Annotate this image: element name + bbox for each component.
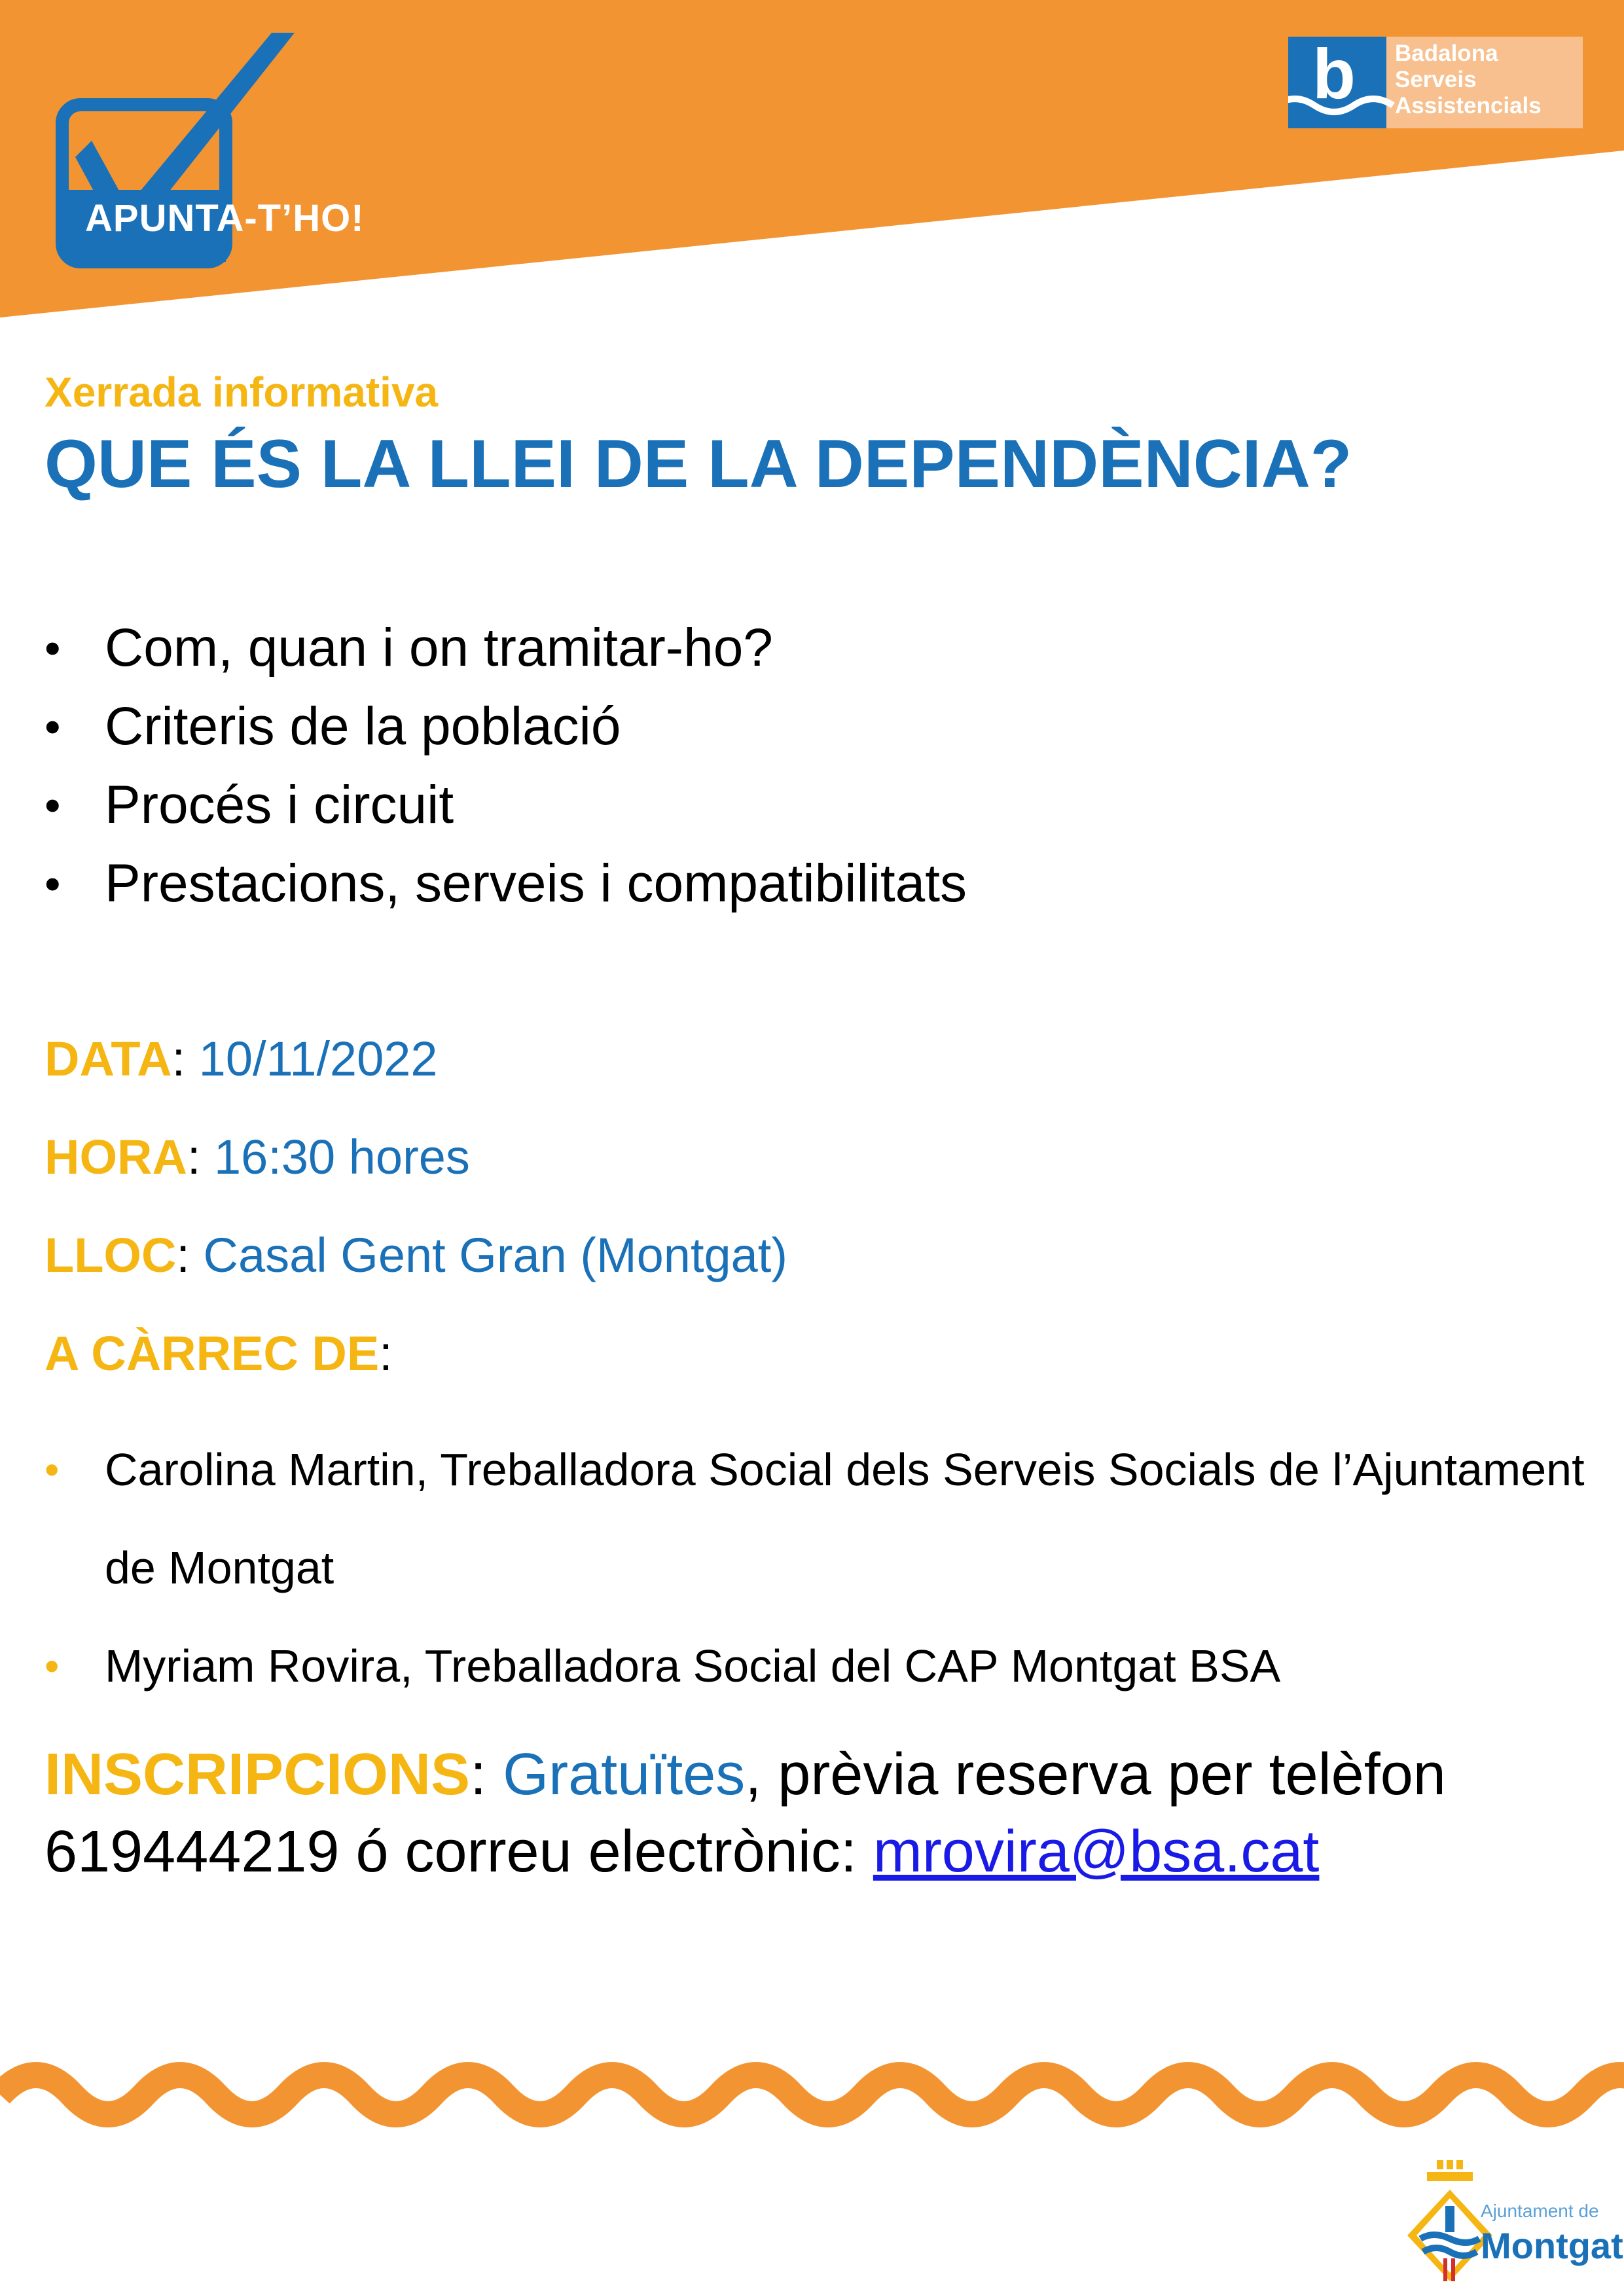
bullet-icon: •: [45, 701, 61, 752]
bullet-icon: •: [45, 623, 61, 674]
time-line: HORA: 16:30 hores: [45, 1130, 470, 1184]
date-value: 10/11/2022: [198, 1032, 438, 1086]
bullet-icon: •: [45, 1446, 60, 1493]
registration-free: Gratuïtes: [503, 1742, 746, 1807]
speaker-text: Myriam Rovira, Treballadora Social del CAP Montgat BSA: [105, 1640, 1281, 1691]
bsa-logo-letter: b: [1312, 34, 1356, 113]
place-line: LLOC: Casal Gent Gran (Montgat): [45, 1228, 788, 1282]
list-item: [39, 766, 967, 844]
montgat-logo-big-text: Montgat: [1481, 2225, 1623, 2266]
bsa-logo-line: Serveis: [1395, 67, 1477, 92]
topics-list: [39, 609, 967, 923]
event-title: QUE ÉS LA LLEI DE LA DEPENDÈNCIA?: [45, 426, 1352, 502]
bsa-logo-text: [1395, 41, 1578, 119]
list-item: [39, 844, 967, 923]
place-value: Casal Gent Gran (Montgat): [203, 1228, 788, 1282]
topic-text: Criteris de la població: [105, 696, 621, 756]
list-item: [39, 1617, 1610, 1715]
registration-text: , prèvia reserva per telèfon 619444219 ó correu electrònic:: [45, 1742, 1446, 1885]
speakers-label: A CÀRREC DE: [45, 1326, 380, 1381]
date-label: DATA: [45, 1032, 172, 1086]
topic-text: Com, quan i on tramitar-ho?: [105, 618, 773, 678]
registration-label: INSCRIPCIONS: [45, 1742, 471, 1807]
topic-text: Prestacions, serveis i compatibilitats: [105, 854, 967, 913]
bsa-logo-line: Badalona: [1395, 41, 1498, 66]
time-label: HORA: [45, 1130, 187, 1184]
bullet-icon: •: [45, 1642, 60, 1690]
place-label: LLOC: [45, 1228, 177, 1282]
bullet-icon: •: [45, 780, 61, 831]
bsa-logo-line: Assistencials: [1395, 93, 1542, 118]
topic-text: Procés i circuit: [105, 775, 454, 835]
bullet-icon: •: [45, 858, 61, 909]
list-item: [39, 1420, 1610, 1617]
speakers-list: [39, 1420, 1610, 1715]
registration-block: INSCRIPCIONS: Gratuïtes, prèvia reserva per telèfon 619444219 ó correu electrònic: mrovira@bsa.cat: [45, 1742, 1446, 1885]
time-value: 16:30 hores: [214, 1130, 470, 1184]
decorative-wave: [0, 2049, 1624, 2147]
speakers-heading: A CÀRREC DE:: [45, 1326, 393, 1381]
email-link[interactable]: mrovira@bsa.cat: [873, 1819, 1320, 1885]
list-item: [39, 687, 967, 766]
list-item: [39, 609, 967, 687]
apuntatho-badge: APUNTA-T’HO!: [85, 197, 365, 240]
event-subtitle: Xerrada informativa: [45, 369, 439, 416]
date-line: DATA: 10/11/2022: [45, 1032, 438, 1086]
montgat-logo-small-text: Ajuntament de: [1481, 2201, 1599, 2221]
speaker-text: Carolina Martin, Treballadora Social dels Serveis Socials de l’Ajuntament de Montgat: [105, 1444, 1585, 1593]
